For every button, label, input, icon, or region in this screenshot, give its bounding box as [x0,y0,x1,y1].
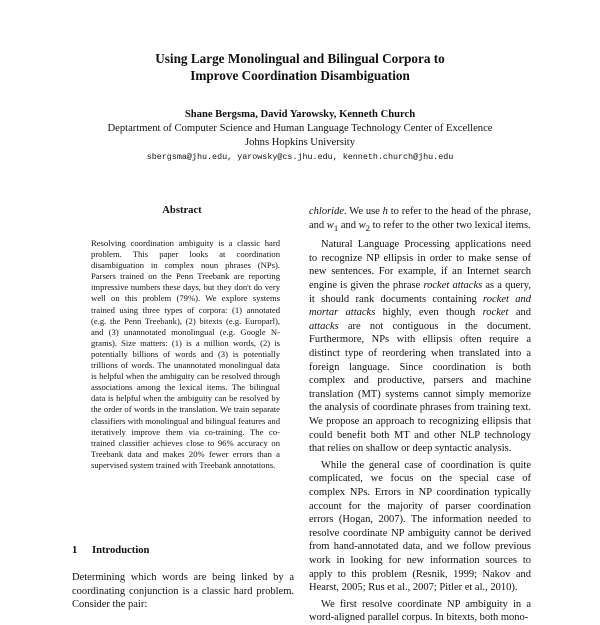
paper-title [0,50,600,84]
title-line-1: Using Large Monolingual and Bilingual Corpora to [155,51,445,66]
paragraph-first-resolve: We first resolve coordinate NP ambiguity in a word-aligned parallel corpus. In bitexts, both mono- [309,598,531,624]
paragraph-nlp-applications [309,238,531,456]
section-heading-introduction [72,545,149,556]
text-run: and [508,307,531,319]
text-run: are not contiguous in the document. Furthermore, NPs with ellipsis often require a distinct type of reordering when translated into a foreign language. Since coordination is both complex and productive, parsers and machine translation (MT) systems cannot simply memorize the analysis of coordinate phrases from training text. We propose an approach to recognizing ellipsis that could benefit both MT and other NLP technology that relies on shallow or deep syntactic analysis. [309,320,531,455]
affiliation-line-2: Johns Hopkins University [244,137,356,148]
text-run: . We use [344,206,383,217]
paragraph-continued [309,205,531,235]
math-symbol: w [326,219,334,231]
italic-term: attacks [309,320,339,332]
math-subscript: 1 [333,222,339,233]
italic-term: rocket [482,307,509,319]
section-title: Introduction [91,545,150,556]
math-subscript: 2 [365,222,370,233]
introduction-text: Determining which words are being linked by a coordinating conjunction is a classic hard problem. Consider the pair: [72,572,294,611]
author-list: Shane Bergsma, David Yarowsky, Kenneth Church [184,109,416,120]
italic-term: rocket attacks [423,280,483,292]
right-column [309,205,531,625]
text-run: to refer to the head of the phrase, and [309,206,531,231]
text-run: highly, even though [375,307,483,319]
affiliation-line-1: Deptartment of Computer Science and Human Language Technology Center of Excellence [107,123,493,134]
math-symbol: h [382,206,388,217]
section-number: 1 [72,545,78,556]
text-run: to refer to the other two lexical items. [370,219,531,231]
author-emails: sbergsma@jhu.edu, yarowsky@cs.jhu.edu, kenneth.church@jhu.edu [146,152,454,162]
affiliation [0,122,600,150]
text-run: Natural Language Processing applications need to recognize NP ellipsis in order to make sense of new sentences. For example, if an Internet search engine is given the phrase [309,239,531,292]
abstract-heading: Abstract [162,205,202,216]
text-run: as a query, it should rank documents containing [309,280,531,305]
title-line-2: Improve Coordination Disambiguation [190,68,410,83]
italic-term: rocket and mortar attacks [309,293,531,319]
italic-term: chloride [309,206,344,217]
math-symbol: w [358,219,366,231]
abstract-text: Resolving coordination ambiguity is a classic hard problem. This paper looks at coordination disambiguation in complex noun phrases (NPs). Parsers trained on the Penn Treebank are reporting impressive numbers these days, but they don't do very well on this problem (79%). We explore systems trained using three types of corpora: (1) annotated (e.g. the Penn Treebank), (2) bitexts (e.g. Europarl), and (3) unannotated monolingual (e.g. Google N-grams). Size matters: (1) is a million words, (2) is potentially billions of words and (3) is potentially trillions of words. The unannotated monolingual data is helpful when the ambiguity can be resolved through associations among the lexical items. The bilingual data is helpful when the ambiguity can be resolved by the order of words in the translation. We train separate classifiers with monolingual and bilingual features and iteratively improve them via co-training. The co-trained classifier achieves close to 96% accuracy on Treebank data and makes 20% fewer errors than a supervised system trained with Treebank annotations. [91,238,280,470]
text-run: and [338,219,359,231]
paragraph-general-case: While the general case of coordination is quite complicated, we focus on the special case of complex NPs. Errors in NP coordination typically account for the majority of parser coordination errors (Hogan, 2007). The information needed to resolve coordinate NP ambiguity cannot be derived from hand-annotated data, and we follow previous work in looking for new information sources to apply to this problem (Resnik, 1999; Nakov and Hearst, 2005; Rus et al., 2007; Pitler et al., 2010). [309,459,531,594]
